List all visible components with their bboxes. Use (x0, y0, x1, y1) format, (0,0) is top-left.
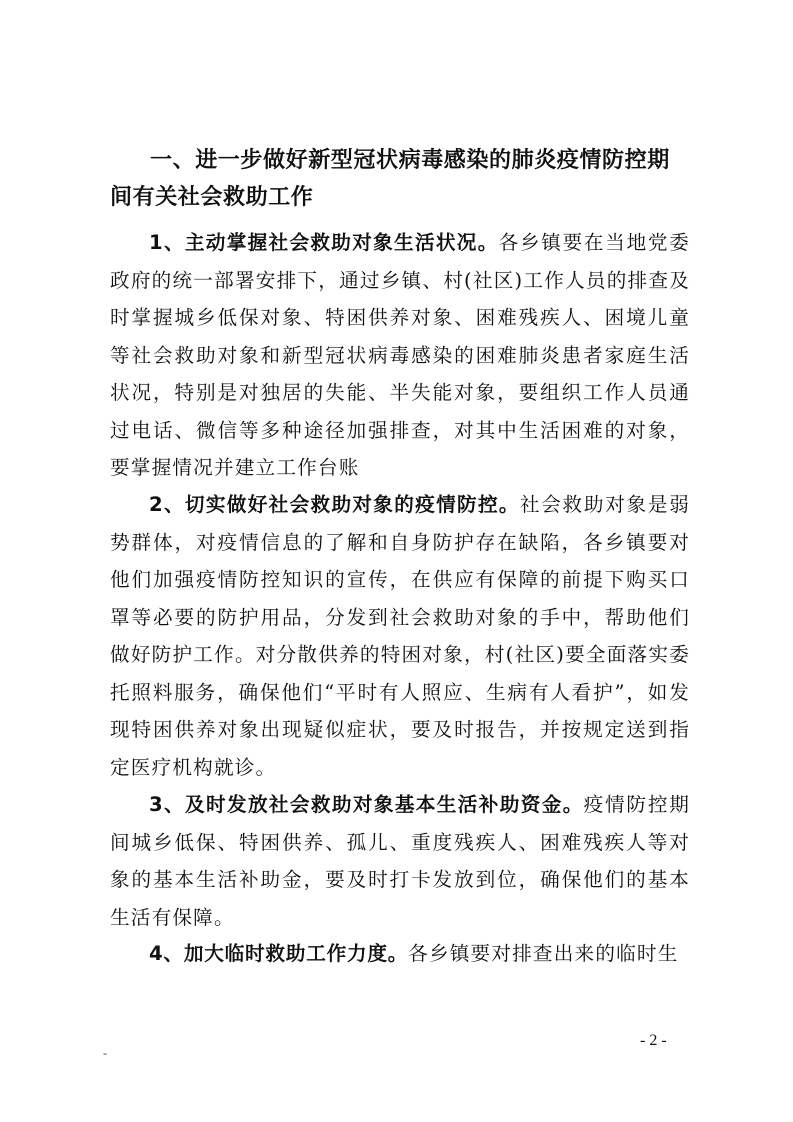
section-heading: 一、进一步做好新型冠状病毒感染的肺炎疫情防控期间有关社会救助工作 (110, 148, 670, 210)
paragraph-4-body: 各乡镇要对排查出来的临时生 (408, 942, 679, 965)
paragraph-1-lead: 1、主动掌握社会救助对象生活状况。 (149, 231, 499, 254)
paragraph-1 (110, 224, 690, 487)
page-number: - 2 - (640, 1032, 667, 1049)
paragraph-2-body: 社会救助对象是弱势群体，对疫情信息的了解和自身防护存在缺陷，各乡镇要对他们加强疫情防控知识的宣传，在供应有保障的前提下购买口罩等必要的防护用品，分发到社会救助对象的手中，帮助他们做好防护工作。对分散供养的特困对象，村(社区)要全面落实委托照料服务，确保他们“平时有人照应、生病有人看护”，如发现特困供养对象出现疑似症状，要及时报告，并按规定送到指定医疗机构就诊。 (110, 493, 690, 779)
paragraph-1-body: 各乡镇要在当地党委政府的统一部署安排下，通过乡镇、村(社区)工作人员的排查及时掌握城乡低保对象、特困供养对象、困难残疾人、困境儿童等社会救助对象和新型冠状病毒感染的困难肺炎患者家庭生活状况，特别是对独居的失能、半失能对象，要组织工作人员通过电话、微信等多种途径加强排查，对其中生活困难的对象，要掌握情况并建立工作台账 (110, 231, 690, 479)
paragraph-4 (110, 935, 690, 973)
paragraph-4-lead: 4、加大临时救助工作力度。 (149, 942, 409, 965)
paragraph-3 (110, 786, 690, 936)
paragraph-2 (110, 486, 690, 786)
paragraph-3-body: 疫情防控期间城乡低保、特困供养、孤儿、重度残疾人、困难残疾人等对象的基本生活补助金，要及时打卡发放到位，确保他们的基本生活有保障。 (110, 793, 690, 929)
paragraph-3-lead: 3、及时发放社会救助对象基本生活补助资金。 (149, 793, 584, 816)
paragraph-2-lead: 2、切实做好社会救助对象的疫情防控。 (149, 493, 520, 516)
footer-mark: - (103, 1046, 107, 1060)
